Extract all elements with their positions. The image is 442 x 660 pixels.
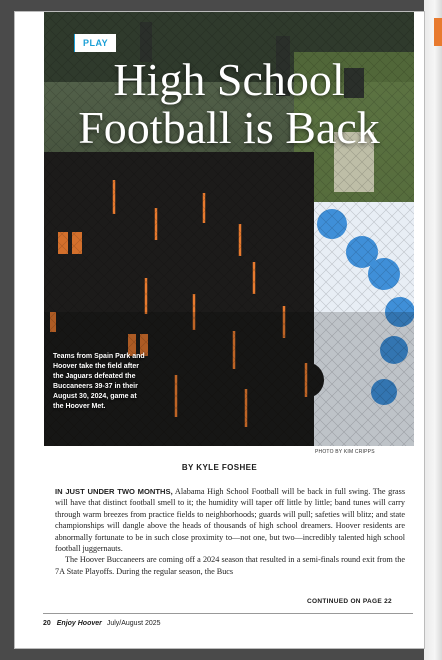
next-page-tab [434,18,442,46]
byline: BY KYLE FOSHEE [181,463,258,472]
footer-divider [43,613,413,614]
photo-caption: Teams from Spain Park and Hoover take the field after the Jaguars defeated the Buccaneers 39-37 in their August 30, 2024, game at the Hoover Met. [53,353,145,410]
issue-date: July/August 2025 [106,620,161,627]
paragraph-2: The Hoover Buccaneers are coming off a 2024 season that resulted in a semi-finals round exit from the 7A State Playoffs. During the regular season, the Bucs [55,555,405,576]
paragraph-1-text: Alabama High School Football will be back in full swing. The grass will have that distinct football smell to it; the humidity will taper off little by little; band tunes will carry through warm breezes from practice fields to neighborhoods; guards will pull; safeties will blitz; and state championships will dangle above the heads of thousands of high school dreamers. Hoover residents are abnormally fortunate to be in such close proximity to—not one, but two—incredibly talented high school football juggernauts. [55,487,406,554]
lead-in: IN JUST UNDER TWO MONTHS, [55,487,173,496]
photo-credit: PHOTO BY KIM CRIPPS [315,449,375,455]
magazine-page [15,12,424,648]
headline-line-2: Football is Back [78,102,380,153]
page-number: 20 [43,620,51,627]
headline-line-1: High School [113,54,345,105]
section-tag: PLAY [74,34,116,52]
next-page-edge [424,0,442,660]
paragraph-1 [55,486,405,554]
article-body [55,486,405,577]
magazine-name: Enjoy Hoover [56,620,102,627]
page-footer [43,620,161,627]
headline [44,56,414,152]
continued-link[interactable]: CONTINUED ON PAGE 22 [307,598,392,605]
